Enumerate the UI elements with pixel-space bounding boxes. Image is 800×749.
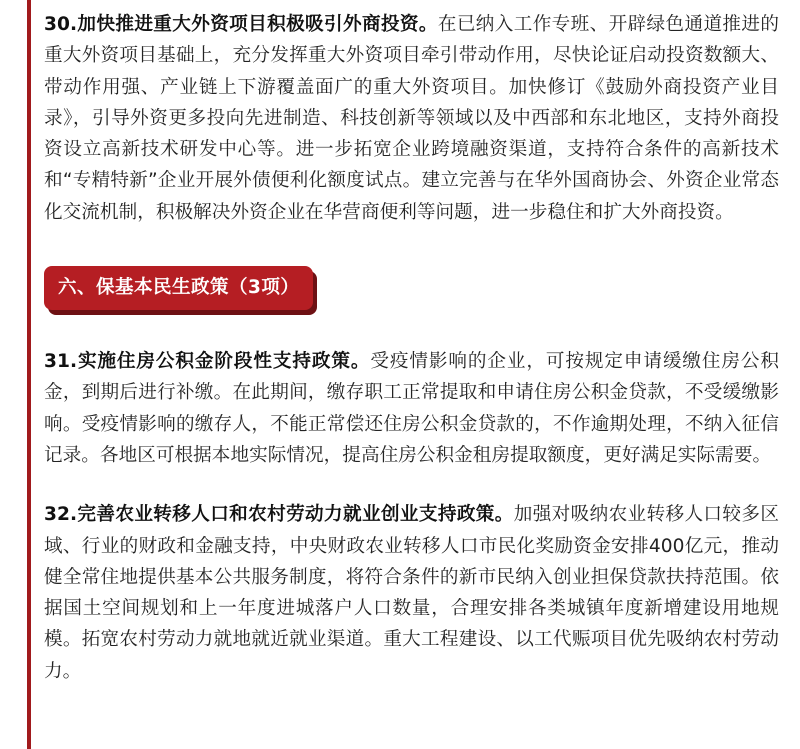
- section-heading-basic-livelihood: 六、保基本民生政策（3项）: [44, 266, 313, 310]
- policy-item-32-title: 32.完善农业转移人口和农村劳动力就业创业支持政策。: [44, 504, 514, 526]
- policy-item-30-title: 30.加快推进重大外资项目积极吸引外商投资。: [44, 14, 438, 35]
- policy-item-30-text: 在已纳入工作专班、开辟绿色通道推进的重大外资项目基础上，充分发挥重大外资项目牵引带动作用，尽快论证启动投资数额大、带动作用强、产业链上下游覆盖面广的重大外资项目。加快修订《鼓励外商投资产业目录》，引导外资更多投向先进制造、科技创新等领域以及中西部和东北地区，支持外商投资设立高新技术研发中心等。进一步拓宽企业跨境融资渠道，支持符合条件的高新技术和“专精特新”企业开展外债便利化额度试点。建立完善与在华外国商协会、外资企业常态化交流机制，积极解决外资企业在华营商便利等问题，进一步稳住和扩大外商投资。: [44, 14, 779, 223]
- policy-item-32-text: 加强对吸纳农业转移人口较多区域、行业的财政和金融支持，中央财政农业转移人口市民化奖励资金安排400亿元，推动健全常住地提供基本公共服务制度，将符合条件的新市民纳入创业担保贷款扶持范围。依据国土空间规划和上一年度进城落户人口数量，合理安排各类城镇年度新增建设用地规模。拓宽农村劳动力就地就近就业渠道。重大工程建设、以工代赈项目优先吸纳农村劳动力。: [44, 504, 779, 682]
- policy-item-32: [44, 499, 779, 687]
- policy-item-30: [44, 9, 779, 228]
- policy-item-31-title: 31.实施住房公积金阶段性支持政策。: [44, 351, 371, 373]
- policy-item-31: [44, 346, 779, 471]
- document-body: [44, 9, 779, 687]
- left-margin-rule: [27, 0, 31, 749]
- policy-item-31-text: 受疫情影响的企业，可按规定申请缓缴住房公积金，到期后进行补缴。在此期间，缴存职工正常提取和申请住房公积金贷款，不受缓缴影响。受疫情影响的缴存人，不能正常偿还住房公积金贷款的，不作逾期处理，不纳入征信记录。各地区可根据本地实际情况，提高住房公积金租房提取额度，更好满足实际需要。: [44, 351, 779, 466]
- paragraph-spacer: [44, 471, 779, 499]
